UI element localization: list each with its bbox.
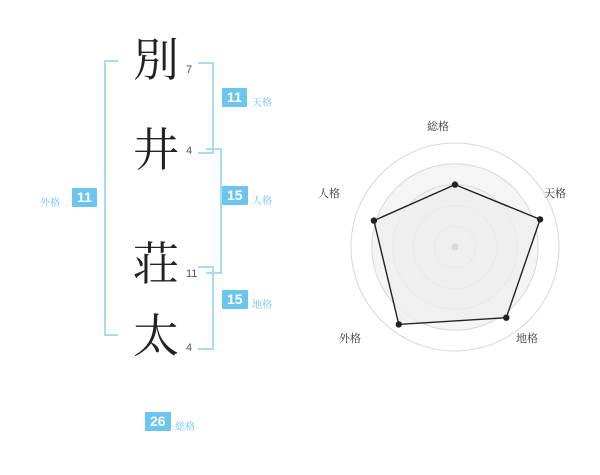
stroke-count: 4 <box>186 342 193 354</box>
chikaku-label: 地格 <box>252 300 272 311</box>
jinkaku-label: 人格 <box>252 196 272 207</box>
soukaku-label: 総格 <box>175 422 195 433</box>
gaikaku-value: 11 <box>72 188 97 207</box>
radar-chart-panel <box>310 0 600 470</box>
tenkaku-value: 11 <box>222 88 247 107</box>
chikaku-value: 15 <box>222 290 248 309</box>
radar-axis-label: 外格 <box>339 333 361 345</box>
stroke-count: 11 <box>186 268 198 280</box>
name-character: 荘 <box>133 239 179 290</box>
tenkaku-label: 天格 <box>252 98 272 109</box>
soukaku-value: 26 <box>145 412 171 431</box>
chikaku-bracket <box>198 266 214 350</box>
name-character: 井 <box>133 125 179 176</box>
radar-chart <box>310 0 600 470</box>
gaikaku-bracket <box>104 60 118 336</box>
radar-axis-label: 天格 <box>544 188 566 200</box>
gaikaku-label: 外格 <box>40 198 60 209</box>
tenkaku-bracket <box>198 62 214 154</box>
stroke-count: 4 <box>186 145 193 157</box>
jinkaku-bracket <box>206 148 222 274</box>
radar-axis-label: 人格 <box>318 188 340 200</box>
jinkaku-value: 15 <box>222 186 248 205</box>
name-character: 別 <box>133 35 179 86</box>
radar-axis-label: 総格 <box>427 121 449 133</box>
name-character: 太 <box>133 311 179 362</box>
radar-axis-label: 地格 <box>516 333 538 345</box>
stroke-count: 7 <box>186 64 193 76</box>
